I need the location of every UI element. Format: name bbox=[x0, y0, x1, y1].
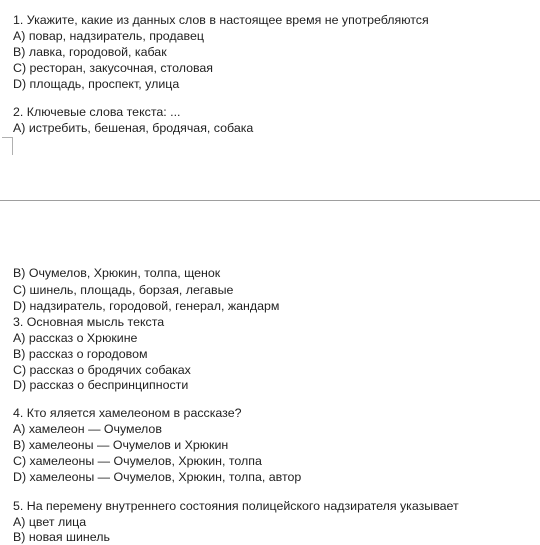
question-3-option-b: B) рассказ о городовом bbox=[13, 347, 148, 361]
page-corner-mark bbox=[2, 137, 13, 155]
question-3-text: 3. Основная мысль текста bbox=[13, 315, 165, 329]
question-2-option-c: C) шинель, площадь, борзая, легавые bbox=[13, 283, 234, 297]
question-3-option-d: D) рассказ о беспринципности bbox=[13, 378, 189, 392]
question-1-option-c: C) ресторан, закусочная, столовая bbox=[13, 61, 214, 75]
question-2-option-d: D) надзиратель, городовой, генерал, жандарм bbox=[13, 299, 280, 313]
question-3-option-c: C) рассказ о бродячих собаках bbox=[13, 363, 191, 377]
question-2-option-a: A) истребить, бешеная, бродячая, собака bbox=[13, 121, 254, 135]
question-4-option-a: A) хамелеон — Очумелов bbox=[13, 422, 162, 436]
question-3-option-a: A) рассказ о Хрюкине bbox=[13, 331, 138, 345]
question-2-text: 2. Ключевые слова текста: ... bbox=[13, 105, 181, 119]
question-5-option-b: B) новая шинель bbox=[13, 530, 110, 544]
question-5-text: 5. На перемену внутреннего состояния полицейского надзирателя указывает bbox=[13, 499, 459, 513]
question-4-option-d: D) хамелеоны — Очумелов, Хрюкин, толпа, автор bbox=[13, 470, 302, 484]
question-4-text: 4. Кто яляется хамелеоном в рассказе? bbox=[13, 406, 242, 420]
question-1-option-a: A) повар, надзиратель, продавец bbox=[13, 29, 204, 43]
document-page-1 bbox=[0, 0, 540, 200]
question-1-text: 1. Укажите, какие из данных слов в настоящее время не употребляются bbox=[13, 13, 429, 27]
document-page-2 bbox=[0, 202, 540, 544]
question-4-option-b: B) хамелеоны — Очумелов и Хрюкин bbox=[13, 438, 229, 452]
page-break-divider bbox=[0, 200, 540, 201]
question-2-option-b: B) Очумелов, Хрюкин, толпа, щенок bbox=[13, 266, 221, 280]
question-4-option-c: C) хамелеоны — Очумелов, Хрюкин, толпа bbox=[13, 454, 262, 468]
question-5-option-a: A) цвет лица bbox=[13, 515, 87, 529]
question-1-option-b: B) лавка, городовой, кабак bbox=[13, 45, 167, 59]
question-1-option-d: D) площадь, проспект, улица bbox=[13, 77, 180, 91]
